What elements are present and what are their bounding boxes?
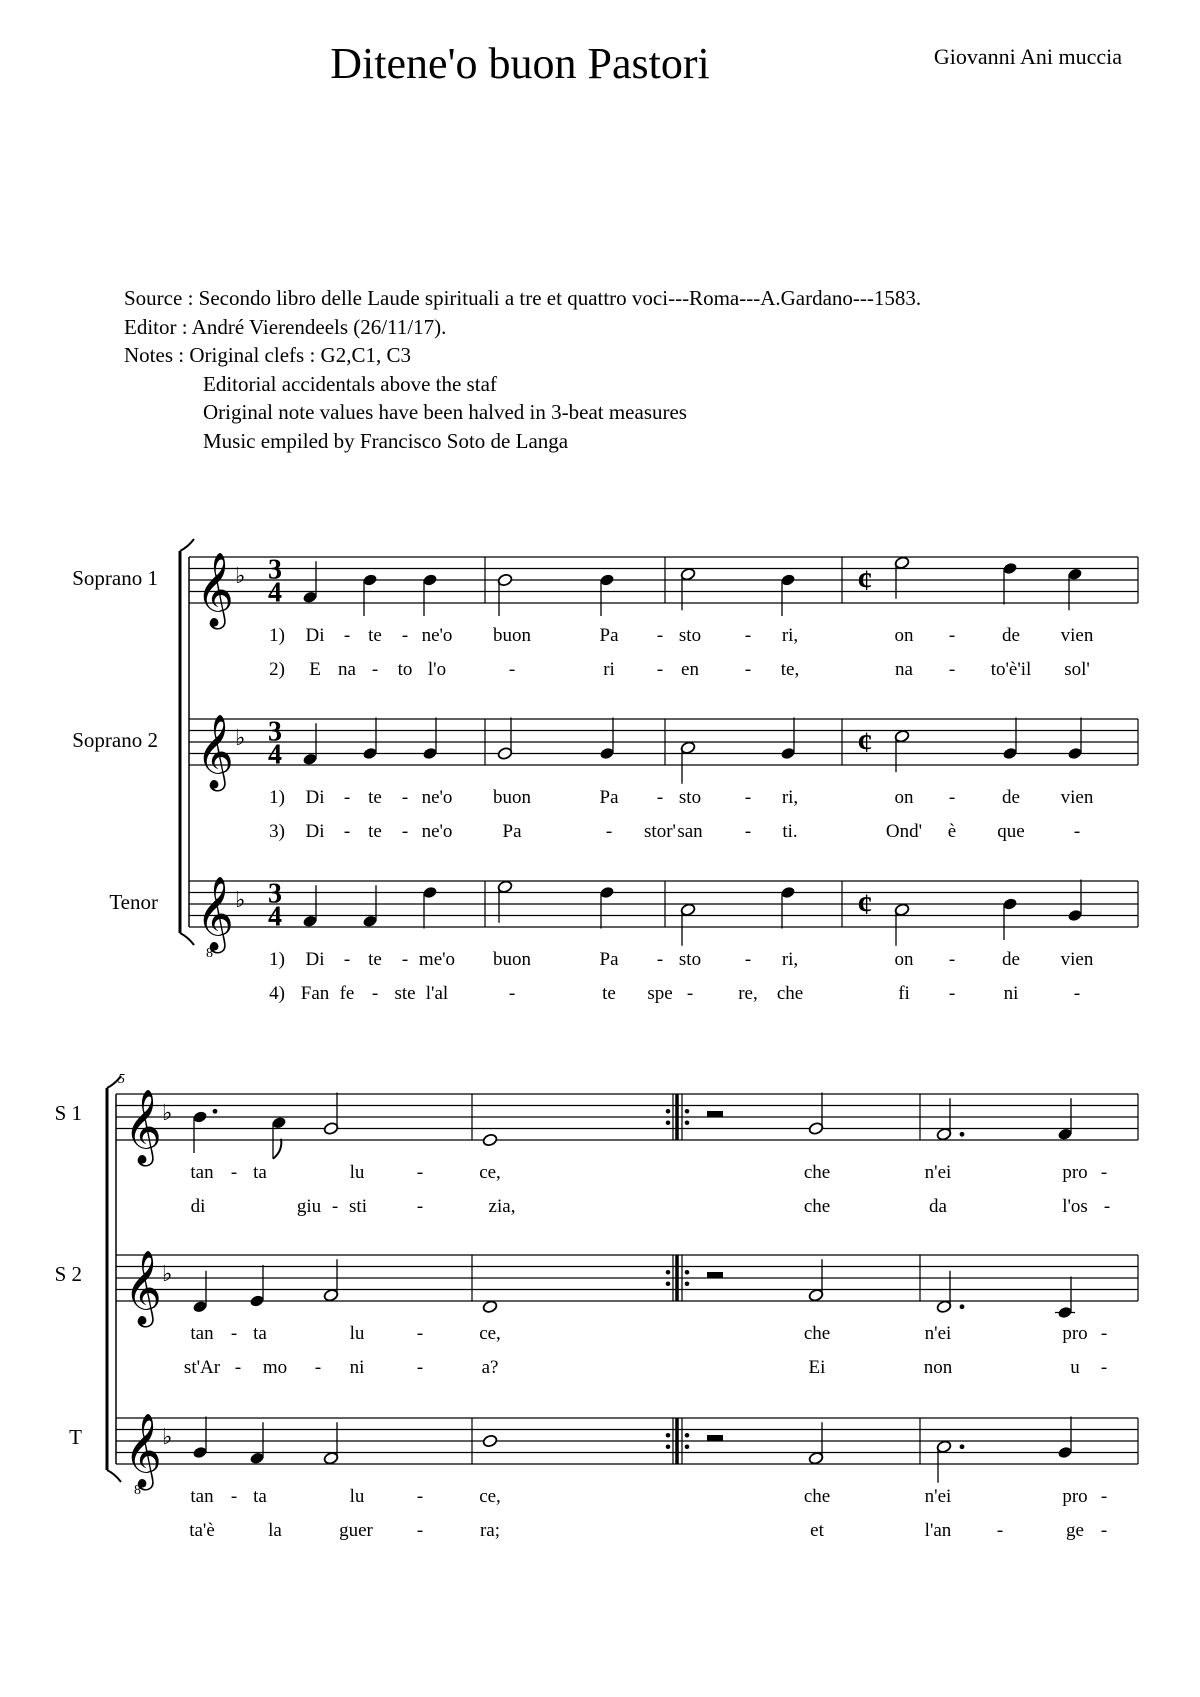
lyric-syllable: ri, (781, 787, 799, 808)
repeat-dot (666, 1444, 671, 1449)
bracket-hook (107, 1470, 121, 1482)
notes-line: Notes : Original clefs : G2,C1, C3 (124, 343, 411, 367)
lyric-syllable: buon (493, 625, 531, 646)
repeat-dot (685, 1281, 690, 1286)
repeat-dot (666, 1433, 671, 1438)
note-values-note: Original note values have been halved in 3-beat measures (203, 400, 687, 424)
lyric-hyphen: - (230, 1323, 238, 1344)
lyric-syllable: non (923, 1357, 953, 1378)
lyric-hyphen: - (744, 625, 752, 646)
lyric-syllable: ge (1066, 1520, 1084, 1541)
staff-name: S 2 (54, 1262, 82, 1286)
staff-name: Soprano 1 (72, 566, 158, 590)
lyric-syllable: ne'o (421, 787, 453, 808)
lyric-syllable: me'o (418, 949, 456, 970)
lyric-hyphen: - (656, 659, 664, 680)
repeat-dot (685, 1444, 690, 1449)
cut-time-icon: ¢ (857, 564, 873, 597)
repeat-dot (685, 1433, 690, 1438)
lyric-syllable: la (268, 1520, 282, 1541)
flat-key-signature-icon: ♭ (162, 1100, 173, 1125)
lyric-syllable: Ei (808, 1357, 826, 1378)
lyric-syllable: Di (305, 821, 325, 842)
piece-title: Ditene'o buon Pastori (330, 39, 710, 88)
lyric-syllable: sto (678, 949, 702, 970)
lyric-syllable: re, (738, 983, 758, 1004)
lyric-hyphen: - (401, 949, 409, 970)
lyric-syllable: spe (647, 983, 673, 1004)
lyric-hyphen: - (744, 949, 752, 970)
lyric-hyphen: - (314, 1357, 322, 1378)
repeat-dot (666, 1120, 671, 1125)
lyric-syllable: on (894, 625, 914, 646)
lyric-syllable: ta (253, 1323, 267, 1344)
lyric-syllable: da (929, 1196, 947, 1217)
lyric-syllable: fi (898, 983, 910, 1004)
lyric-syllable: ce, (479, 1162, 501, 1183)
lyric-hyphen: - (234, 1357, 242, 1378)
treble-clef-icon: 𝄞 (124, 1252, 162, 1323)
composer-name: Giovanni Ani muccia (933, 44, 1122, 69)
verse-number: 1) (269, 787, 285, 808)
lyric-hyphen: - (343, 625, 351, 646)
staff-name: S 1 (54, 1101, 82, 1125)
treble-clef-icon: 𝄞 (196, 554, 234, 625)
augmentation-dot (213, 1109, 218, 1114)
lyric-syllable: ta (253, 1486, 267, 1507)
lyric-syllable: on (894, 787, 914, 808)
lyric-hyphen: - (744, 659, 752, 680)
note-head (482, 1434, 498, 1448)
lyric-syllable: Di (305, 625, 325, 646)
lyric-syllable: te (368, 949, 382, 970)
lyric-hyphen: - (416, 1357, 424, 1378)
lyric-hyphen: - (508, 983, 516, 1004)
flat-key-signature-icon: ♭ (162, 1261, 173, 1286)
lyric-syllable: te (368, 787, 382, 808)
treble-clef-icon: 𝄞 (196, 878, 234, 949)
source-line: Source : Secondo libro delle Laude spirituali a tre et quattro voci---Roma---A.Gardano---1583. (124, 286, 922, 310)
staff-name: T (69, 1425, 82, 1449)
lyric-syllable: stor' (644, 821, 676, 842)
lyric-syllable: ti. (782, 821, 798, 842)
half-rest-icon (707, 1111, 723, 1117)
lyric-syllable: ta'è (189, 1520, 215, 1541)
lyric-syllable: che (776, 983, 804, 1004)
lyric-syllable: na (895, 659, 913, 680)
lyric-syllable: ri (603, 659, 615, 680)
repeat-dot (685, 1270, 690, 1275)
lyric-syllable: ri, (781, 625, 799, 646)
lyric-syllable: Fan (300, 983, 330, 1004)
repeat-dot (685, 1120, 690, 1125)
lyric-hyphen: - (1100, 1357, 1108, 1378)
lyric-syllable: et (810, 1520, 824, 1541)
time-signature-denominator: 4 (268, 901, 282, 933)
lyric-syllable: que (997, 821, 1025, 842)
lyric-syllable: è (947, 821, 957, 842)
note-head (482, 1300, 498, 1314)
music-credit-note: Music empiled by Francisco Soto de Langa (203, 428, 569, 453)
lyric-syllable: a? (481, 1357, 499, 1378)
lyric-hyphen: - (508, 659, 516, 680)
lyric-syllable: Di (305, 949, 325, 970)
lyric-hyphen: - (948, 949, 956, 970)
lyric-syllable: Pa (599, 949, 619, 970)
lyric-syllable: E (309, 659, 321, 680)
verse-number: 1) (269, 949, 285, 970)
lyric-syllable: vien (1060, 787, 1094, 808)
lyric-hyphen: - (230, 1486, 238, 1507)
repeat-dot (666, 1270, 671, 1275)
lyric-syllable: che (803, 1323, 831, 1344)
lyric-hyphen: - (416, 1323, 424, 1344)
lyric-syllable: de (1002, 625, 1020, 646)
time-signature-denominator: 4 (268, 577, 282, 609)
lyric-hyphen: - (230, 1162, 238, 1183)
lyric-syllable: vien (1060, 625, 1094, 646)
flat-key-signature-icon: ♭ (235, 887, 246, 912)
lyric-hyphen: - (948, 983, 956, 1004)
lyric-syllable: de (1002, 949, 1020, 970)
lyric-syllable: tan (190, 1486, 214, 1507)
lyric-hyphen: - (996, 1520, 1004, 1541)
lyric-hyphen: - (656, 625, 664, 646)
lyric-syllable: san (677, 821, 703, 842)
verse-number: 3) (269, 821, 285, 842)
lyric-hyphen: - (1100, 1162, 1108, 1183)
time-signature-numerator: 3 (268, 878, 282, 910)
note-head (482, 1133, 498, 1147)
lyric-hyphen: - (1073, 983, 1081, 1004)
lyric-hyphen: - (401, 787, 409, 808)
lyric-syllable: to (397, 659, 413, 680)
cut-time-icon: ¢ (857, 726, 873, 759)
cut-time-icon: ¢ (857, 888, 873, 921)
lyric-syllable: to'è'il (990, 659, 1032, 680)
staff-name: Soprano 2 (72, 728, 158, 752)
lyric-syllable: on (894, 949, 914, 970)
octave-mark: 8 (206, 946, 213, 961)
lyric-syllable: che (803, 1162, 831, 1183)
lyric-hyphen: - (343, 949, 351, 970)
lyric-syllable: ne'o (421, 625, 453, 646)
lyric-hyphen: - (744, 787, 752, 808)
repeat-dot (666, 1281, 671, 1286)
half-rest-icon (707, 1435, 723, 1441)
lyric-syllable: pro (1062, 1323, 1088, 1344)
lyric-syllable: te (368, 821, 382, 842)
lyric-syllable: lu (349, 1162, 365, 1183)
lyric-syllable: n'ei (924, 1323, 952, 1344)
lyric-syllable: l'o (427, 659, 447, 680)
augmentation-dot (960, 1444, 965, 1449)
lyric-syllable: zia, (488, 1196, 516, 1217)
bracket-hook (180, 933, 194, 945)
lyric-syllable: ra; (479, 1520, 501, 1541)
lyric-hyphen: - (416, 1196, 424, 1217)
lyric-hyphen: - (656, 949, 664, 970)
lyric-syllable: che (803, 1196, 831, 1217)
flat-key-signature-icon: ♭ (235, 725, 246, 750)
lyric-syllable: te (602, 983, 616, 1004)
lyric-syllable: buon (493, 787, 531, 808)
lyric-syllable: fe (339, 983, 355, 1004)
lyric-syllable: l'an (924, 1520, 952, 1541)
treble-clef-icon: 𝄞 (124, 1415, 162, 1486)
editor-line: Editor : André Vierendeels (26/11/17). (124, 314, 447, 339)
lyric-syllable: tan (190, 1323, 214, 1344)
lyric-hyphen: - (1100, 1520, 1108, 1541)
lyric-hyphen: - (343, 787, 351, 808)
repeat-dot (666, 1109, 671, 1114)
augmentation-dot (960, 1304, 965, 1309)
lyric-syllable: che (803, 1486, 831, 1507)
lyric-hyphen: - (1103, 1196, 1111, 1217)
verse-number: 1) (269, 625, 285, 646)
measure-number: 5 (118, 1072, 125, 1087)
bracket-hook (180, 539, 194, 551)
lyric-syllable: lu (349, 1323, 365, 1344)
lyric-hyphen: - (371, 983, 379, 1004)
lyric-hyphen: - (1100, 1486, 1108, 1507)
lyric-hyphen: - (401, 821, 409, 842)
lyric-syllable: ste (394, 983, 416, 1004)
lyric-hyphen: - (1073, 821, 1081, 842)
lyric-syllable: te (368, 625, 382, 646)
staff-name: Tenor (109, 890, 158, 914)
note-flag (273, 1139, 281, 1159)
lyric-hyphen: - (605, 821, 613, 842)
verse-number: 4) (269, 983, 285, 1004)
lyric-syllable: Ond' (885, 821, 923, 842)
time-signature-numerator: 3 (268, 716, 282, 748)
lyric-syllable: Di (305, 787, 325, 808)
lyric-syllable: u (1070, 1357, 1080, 1378)
lyric-syllable: n'ei (924, 1162, 952, 1183)
lyric-syllable: sto (678, 625, 702, 646)
lyric-syllable: di (190, 1196, 206, 1217)
treble-clef-icon: 𝄞 (124, 1091, 162, 1162)
lyric-syllable: l'os (1062, 1196, 1088, 1217)
lyric-hyphen: - (744, 821, 752, 842)
lyric-hyphen: - (343, 821, 351, 842)
half-rest-icon (707, 1272, 723, 1278)
lyric-syllable: ce, (479, 1486, 501, 1507)
lyric-hyphen: - (656, 787, 664, 808)
lyric-syllable: de (1002, 787, 1020, 808)
treble-clef-icon: 𝄞 (196, 716, 234, 787)
lyric-hyphen: - (416, 1520, 424, 1541)
lyric-syllable: Pa (599, 787, 619, 808)
lyric-hyphen: - (1100, 1323, 1108, 1344)
lyric-syllable: tan (190, 1162, 214, 1183)
flat-key-signature-icon: ♭ (235, 563, 246, 588)
lyric-syllable: l'al (425, 983, 449, 1004)
lyric-syllable: ni (349, 1357, 365, 1378)
lyric-syllable: lu (349, 1486, 365, 1507)
lyric-syllable: ne'o (421, 821, 453, 842)
lyric-syllable: ce, (479, 1323, 501, 1344)
lyric-syllable: sol' (1064, 659, 1090, 680)
lyric-hyphen: - (401, 625, 409, 646)
lyric-syllable: n'ei (924, 1486, 952, 1507)
lyric-syllable: Pa (599, 625, 619, 646)
lyric-hyphen: - (371, 659, 379, 680)
lyric-syllable: pro (1062, 1486, 1088, 1507)
augmentation-dot (960, 1132, 965, 1137)
time-signature-denominator: 4 (268, 739, 282, 771)
verse-number: 2) (269, 659, 285, 680)
lyric-syllable: na (338, 659, 356, 680)
accidentals-note: Editorial accidentals above the staf (203, 371, 497, 396)
lyric-syllable: pro (1062, 1162, 1088, 1183)
lyric-hyphen: - (686, 983, 694, 1004)
lyric-syllable: Pa (502, 821, 522, 842)
lyric-hyphen: - (948, 659, 956, 680)
lyric-hyphen: - (948, 625, 956, 646)
lyric-syllable: giu (296, 1196, 322, 1217)
lyric-syllable: te, (780, 659, 800, 680)
lyric-hyphen: - (416, 1486, 424, 1507)
lyric-hyphen: - (331, 1196, 339, 1217)
lyric-syllable: ri, (781, 949, 799, 970)
lyric-syllable: en (681, 659, 699, 680)
lyric-hyphen: - (948, 787, 956, 808)
lyric-syllable: sti (349, 1196, 367, 1217)
repeat-dot (685, 1109, 690, 1114)
lyric-syllable: buon (493, 949, 531, 970)
lyric-syllable: ni (1003, 983, 1019, 1004)
flat-key-signature-icon: ♭ (162, 1424, 173, 1449)
lyric-hyphen: - (416, 1162, 424, 1183)
lyric-syllable: guer (339, 1520, 373, 1541)
octave-mark: 8 (134, 1483, 141, 1498)
lyric-syllable: ta (253, 1162, 267, 1183)
lyric-syllable: mo (262, 1357, 288, 1378)
lyric-syllable: sto (678, 787, 702, 808)
time-signature-numerator: 3 (268, 554, 282, 586)
lyric-syllable: vien (1060, 949, 1094, 970)
lyric-syllable: st'Ar (183, 1357, 221, 1378)
